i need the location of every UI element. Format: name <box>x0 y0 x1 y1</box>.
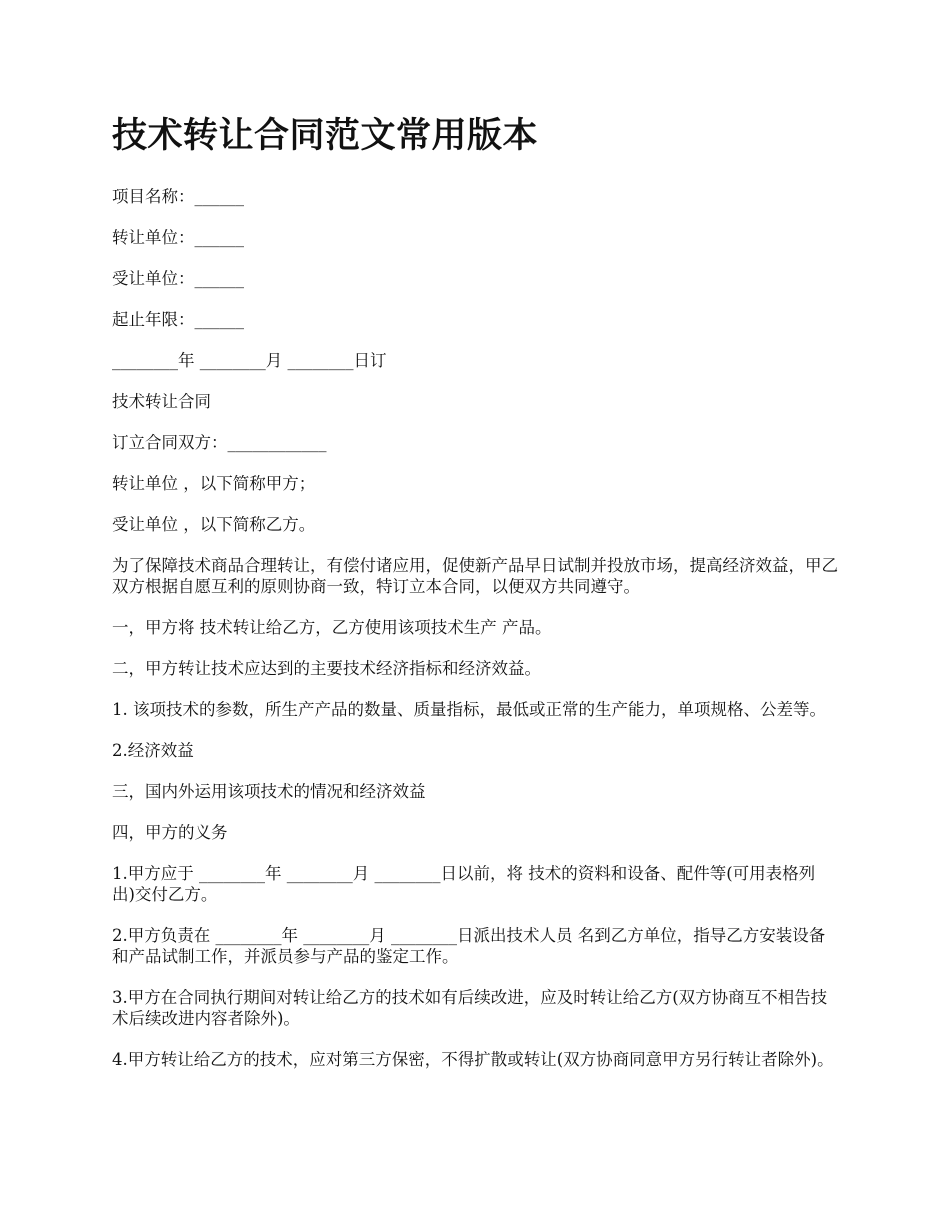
clause-3: 三，国内外运用该项技术的情况和经济效益 <box>112 782 426 801</box>
clause-4-item-1: 1.甲方应于 ________年 ________月 ________日以前，将 技术的资料和设备、配件等(可用表格列出)交付乙方。 <box>112 864 816 904</box>
field-transferor: 转让单位：______ <box>112 228 244 247</box>
clause-4: 四，甲方的义务 <box>112 823 228 842</box>
preamble-paragraph: 为了保障技术商品合理转让，有偿付诸应用，促使新产品早日试制并投放市场，提高经济效益，甲乙双方根据自愿互利的原则协商一致，特订立本合同，以便双方共同遵守。 <box>112 556 838 596</box>
document-title: 技术转让合同范文常用版本 <box>112 116 539 156</box>
field-period: 起止年限：______ <box>112 310 244 329</box>
contract-heading: 技术转让合同 <box>112 392 211 411</box>
clause-4-item-3: 3.甲方在合同执行期间对转让给乙方的技术如有后续改进，应及时转让给乙方(双方协商互不相告技术后续改进内容者除外)。 <box>112 988 828 1028</box>
party-a-line: 转让单位 ，以下简称甲方； <box>112 474 316 493</box>
field-project-name: 项目名称：______ <box>112 187 244 206</box>
clause-2-item-2: 2.经济效益 <box>112 741 194 760</box>
clause-2: 二，甲方转让技术应达到的主要技术经济指标和经济效益。 <box>112 659 541 678</box>
contracting-parties: 订立合同双方：____________ <box>112 433 327 452</box>
clause-2-item-1: 1. 该项技术的参数，所生产产品的数量、质量指标，最低或正常的生产能力，单项规格、公差等。 <box>112 700 826 719</box>
clause-1: 一，甲方将 技术转让给乙方，乙方使用该项技术生产 产品。 <box>112 618 552 637</box>
party-b-line: 受让单位 ，以下简称乙方。 <box>112 515 316 534</box>
field-transferee: 受让单位：______ <box>112 269 244 288</box>
clause-4-item-2: 2.甲方负责在 ________年 ________月 ________日派出技术人员 名到乙方单位，指导乙方安装设备和产品试制工作，并派员参与产品的鉴定工作。 <box>112 926 826 966</box>
clause-4-item-4: 4.甲方转让给乙方的技术，应对第三方保密，不得扩散或转让(双方协商同意甲方另行转让者除外)。 <box>112 1050 834 1069</box>
signing-date: ________年 ________月 ________日订 <box>112 351 387 370</box>
